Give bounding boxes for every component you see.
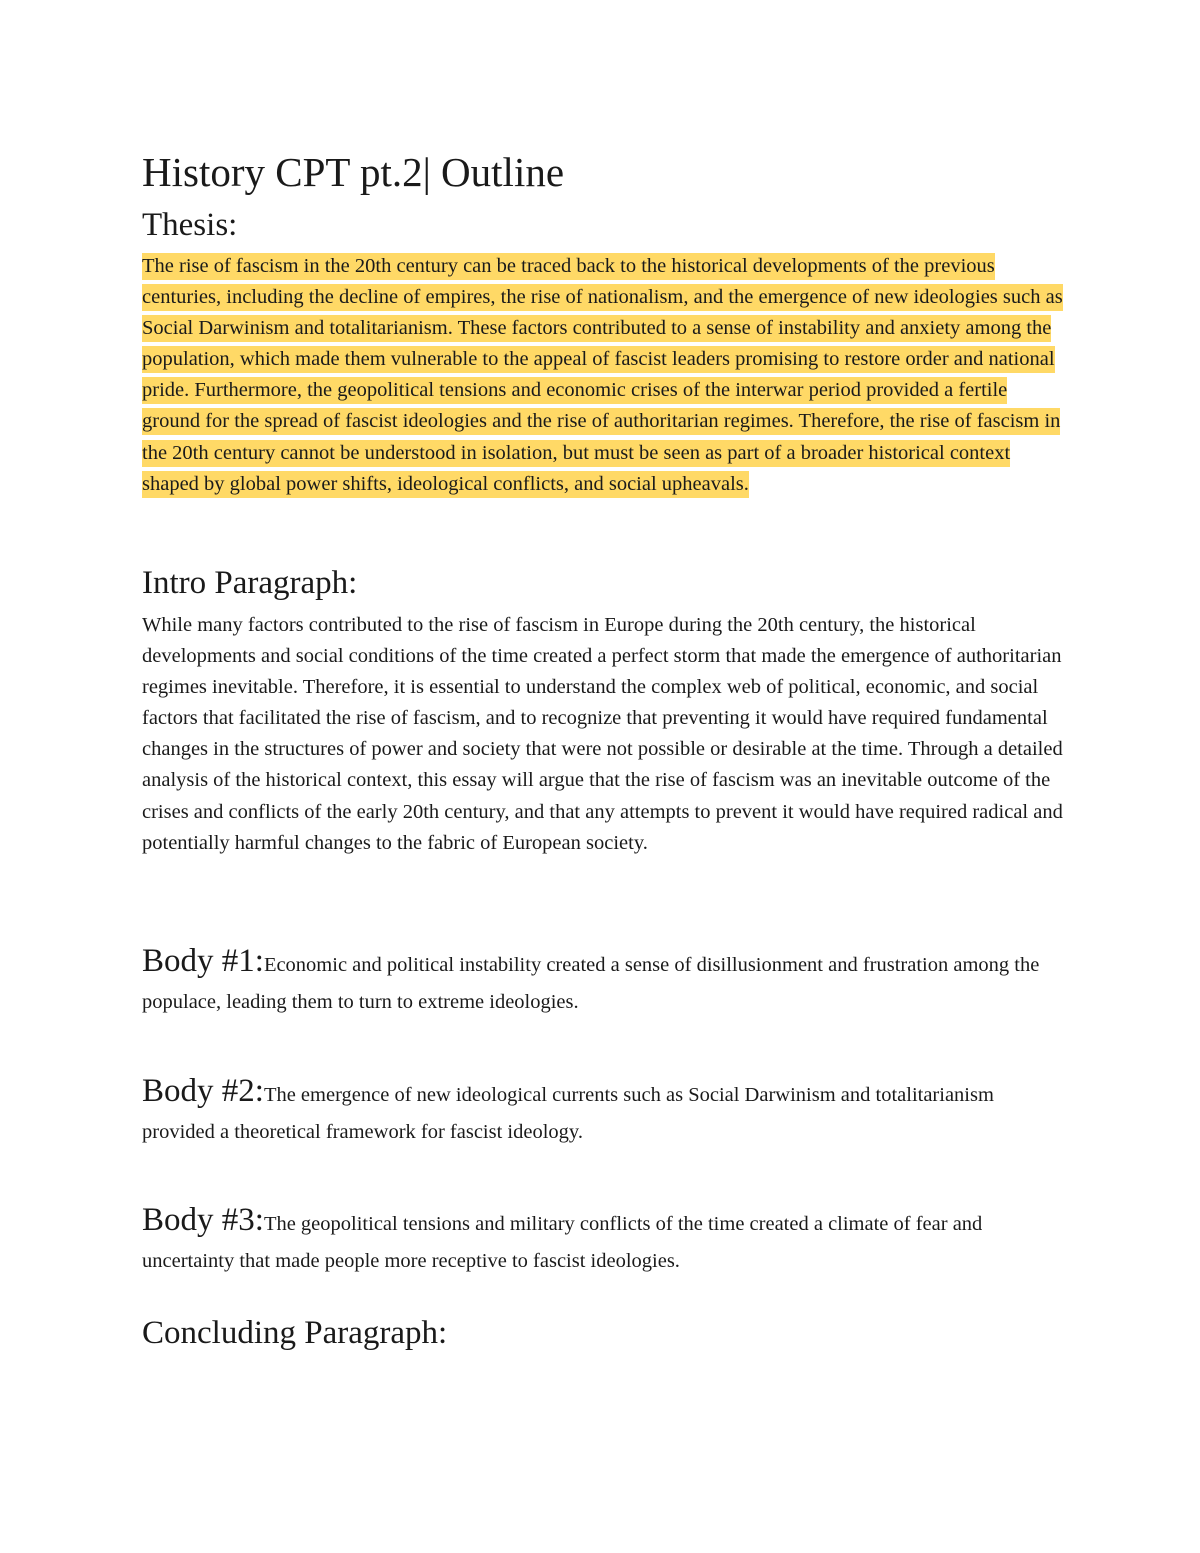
body-2-section	[142, 1073, 1052, 1151]
body-3-label: Body #3:	[142, 1202, 264, 1238]
body-2-label: Body #2:	[142, 1073, 264, 1109]
body-2-text: The emergence of new ideological currents such as Social Darwinism and totalitarianism provided a theoretical framework for fascist ideology.	[142, 1084, 994, 1143]
thesis-highlighted-text: The rise of fascism in the 20th century can be traced back to the historical developments of the previous centuries, including the decline of empires, the rise of nationalism, and the emergence of new ideologies such as Social Darwinism and totalitarianism. These factors contributed to a sense of instability and anxiety among the population, which made them vulnerable to the appeal of fascist leaders promising to restore order and national pride. Furthermore, the geopolitical tensions and economic crises of the interwar period provided a fertile ground for the spread of fascist ideologies and the rise of authoritarian regimes. Therefore, the rise of fascism in the 20th century cannot be understood in isolation, but must be seen as part of a broader historical context shaped by global power shifts, ideological conflicts, and social upheavals.	[142, 253, 1063, 498]
body-3-text: The geopolitical tensions and military conflicts of the time created a climate of fear and uncertainty that made people more receptive to fascist ideologies.	[142, 1213, 983, 1272]
body-1-text: Economic and political instability created a sense of disillusionment and frustration among the populace, leading them to turn to extreme ideologies.	[142, 954, 1040, 1013]
document-title: History CPT pt.2| Outline	[142, 149, 565, 195]
thesis-paragraph	[142, 251, 1064, 500]
body-1-label: Body #1:	[142, 943, 264, 979]
intro-heading: Intro Paragraph:	[142, 565, 358, 601]
body-3-section	[142, 1202, 1052, 1280]
concluding-heading: Concluding Paragraph:	[142, 1315, 448, 1351]
body-1-section	[142, 943, 1052, 1021]
thesis-heading: Thesis:	[142, 207, 238, 243]
intro-paragraph: While many factors contributed to the rise of fascism in Europe during the 20th century, the historical developments and social conditions of the time created a perfect storm that made the emergence of authoritarian regimes inevitable. Therefore, it is essential to understand the complex web of political, economic, and social factors that facilitated the rise of fascism, and to recognize that preventing it would have required fundamental changes in the structures of power and society that were not possible or desirable at the time. Through a detailed analysis of the historical context, this essay will argue that the rise of fascism was an inevitable outcome of the crises and conflicts of the early 20th century, and that any attempts to prevent it would have required radical and potentially harmful changes to the fabric of European society.	[142, 614, 1063, 854]
